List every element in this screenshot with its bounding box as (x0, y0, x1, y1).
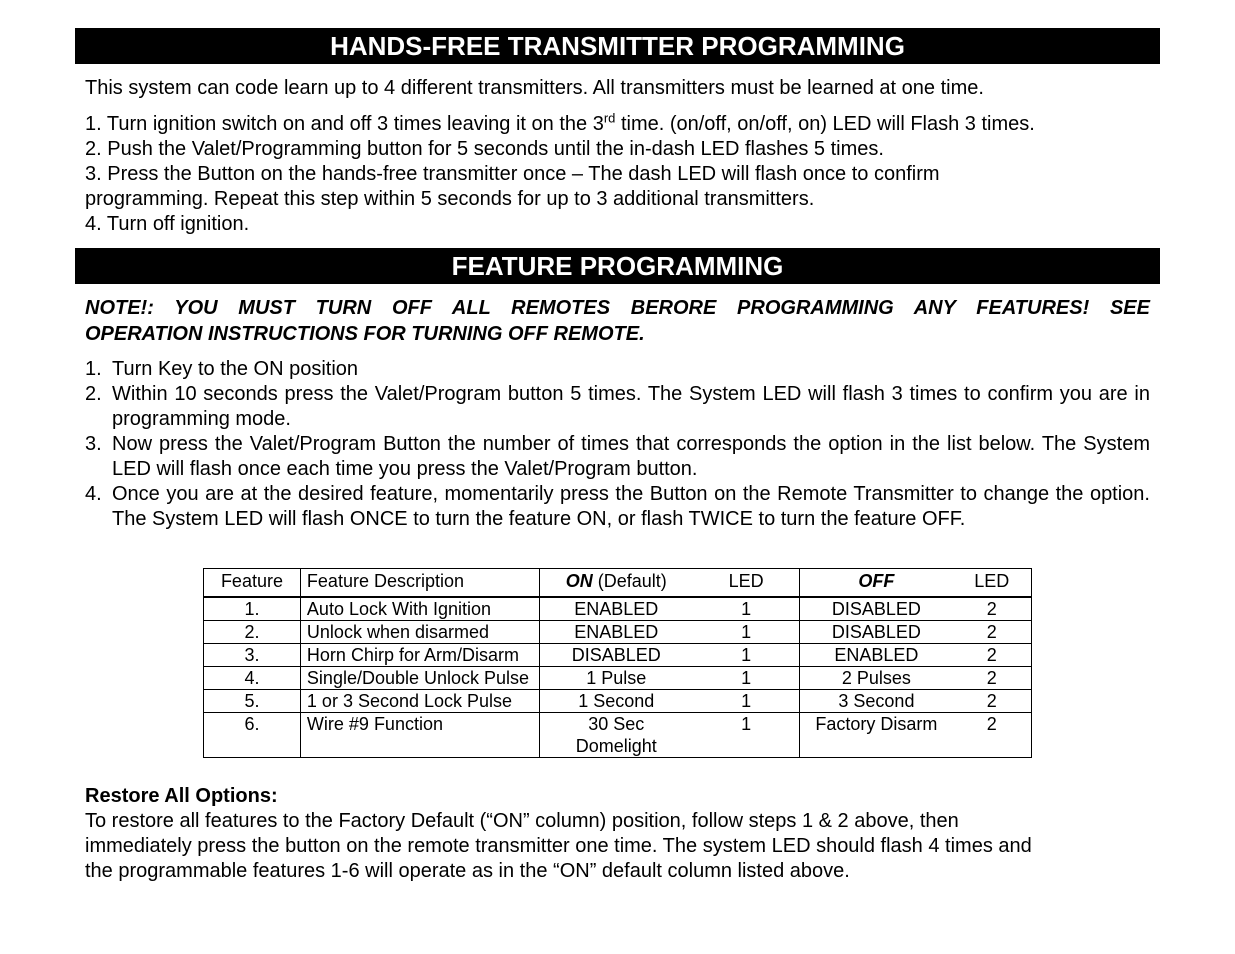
feature-table (203, 568, 1032, 758)
cell-feature: 4. (204, 667, 301, 690)
cell-off: DISABLED (800, 621, 953, 644)
list-item (85, 432, 1150, 482)
step-number: 1. (85, 358, 102, 380)
cell-on: 30 Sec Domelight (539, 713, 693, 758)
cell-off-led: 2 (953, 690, 1032, 713)
restore-title: Restore All Options: (85, 785, 278, 807)
cell-on-led: 1 (693, 713, 800, 758)
col-header-off (800, 569, 953, 598)
hf-step-1-text-a: 1. Turn ignition switch on and off 3 times leaving it on the 3 (85, 113, 604, 135)
cell-off: 2 Pulses (800, 667, 953, 690)
table-row (204, 713, 1032, 758)
col-header-feature: Feature (204, 569, 301, 598)
cell-feature: 1. (204, 597, 301, 621)
list-item (85, 482, 1150, 532)
cell-description: Auto Lock With Ignition (300, 597, 539, 621)
cell-feature: 6. (204, 713, 301, 758)
cell-off: ENABLED (800, 644, 953, 667)
cell-off-led: 2 (953, 621, 1032, 644)
hf-step-3-line-2: programming. Repeat this step within 5 seconds for up to 3 additional transmitters. (85, 188, 815, 210)
section-heading-hands-free: HANDS-FREE TRANSMITTER PROGRAMMING (75, 28, 1160, 64)
col-header-on (539, 569, 693, 598)
hf-step-2: 2. Push the Valet/Programming button for 5 seconds until the in-dash LED flashes 5 times. (85, 138, 884, 160)
restore-line-2: immediately press the button on the remote transmitter one time. The system LED should flash 4 times and (85, 835, 1032, 857)
cell-feature: 3. (204, 644, 301, 667)
cell-on-led: 1 (693, 667, 800, 690)
step-text: Turn Key to the ON position (112, 358, 359, 380)
col-header-off-bold: OFF (858, 571, 895, 591)
cell-on-led: 1 (693, 644, 800, 667)
warning-note-line-2: OPERATION INSTRUCTIONS FOR TURNING OFF REMOTE. (85, 323, 645, 345)
cell-off: 3 Second (800, 690, 953, 713)
step-number: 3. (85, 433, 102, 455)
cell-description: Horn Chirp for Arm/Disarm (300, 644, 539, 667)
cell-description: 1 or 3 Second Lock Pulse (300, 690, 539, 713)
step-text: Within 10 seconds press the Valet/Program button 5 times. The System LED will flash 3 times to confirm you are in programming mode. (112, 383, 1150, 430)
cell-on: 1 Pulse (539, 667, 693, 690)
step-text: Now press the Valet/Program Button the number of times that corresponds the option in the list below. The System LED will flash once each time you press the Valet/Program button. (112, 433, 1150, 480)
table-row (204, 690, 1032, 713)
col-header-description: Feature Description (300, 569, 539, 598)
cell-off-led: 2 (953, 644, 1032, 667)
step-number: 4. (85, 483, 102, 505)
feature-steps-list (85, 357, 1150, 532)
cell-off-led: 2 (953, 597, 1032, 621)
cell-on-led: 1 (693, 621, 800, 644)
cell-on: DISABLED (539, 644, 693, 667)
cell-on: 1 Second (539, 690, 693, 713)
warning-note (85, 295, 1150, 347)
table-row (204, 621, 1032, 644)
table-row (204, 667, 1032, 690)
list-item (85, 382, 1150, 432)
cell-description: Single/Double Unlock Pulse (300, 667, 539, 690)
col-header-on-default: (Default) (592, 571, 667, 591)
list-item (85, 357, 1150, 382)
intro-text: This system can code learn up to 4 different transmitters. All transmitters must be learned at one time. (85, 77, 984, 99)
restore-section (85, 784, 1032, 884)
cell-on-led: 1 (693, 690, 800, 713)
table-row (204, 597, 1032, 621)
warning-note-line-1: NOTE!: YOU MUST TURN OFF ALL REMOTES BERORE PROGRAMMING ANY FEATURES! SEE (85, 297, 1150, 319)
cell-description: Unlock when disarmed (300, 621, 539, 644)
superscript-rd: rd (603, 110, 616, 126)
cell-off-led: 2 (953, 713, 1032, 758)
restore-line-1: To restore all features to the Factory Default (“ON” column) position, follow steps 1 & 2 above, then (85, 810, 959, 832)
col-header-on-bold: ON (565, 571, 593, 591)
hf-step-4: 4. Turn off ignition. (85, 213, 250, 235)
cell-off-led: 2 (953, 667, 1032, 690)
cell-description: Wire #9 Function (300, 713, 539, 758)
cell-on: ENABLED (539, 621, 693, 644)
step-text: Once you are at the desired feature, momentarily press the Button on the Remote Transmitter to change the option. The System LED will flash ONCE to turn the feature ON, or flash TWICE to turn the feature OFF. (112, 483, 1150, 530)
cell-feature: 2. (204, 621, 301, 644)
col-header-on-led: LED (693, 569, 800, 598)
cell-on: ENABLED (539, 597, 693, 621)
cell-on-led: 1 (693, 597, 800, 621)
step-number: 2. (85, 383, 102, 405)
hf-step-1 (85, 112, 1035, 137)
cell-feature: 5. (204, 690, 301, 713)
hf-step-1-text-b: time. (on/off, on/off, on) LED will Flash 3 times. (615, 113, 1035, 135)
col-header-off-led: LED (953, 569, 1032, 598)
table-header-row (204, 569, 1032, 598)
section-heading-feature-programming: FEATURE PROGRAMMING (75, 248, 1160, 284)
cell-off: Factory Disarm (800, 713, 953, 758)
cell-off: DISABLED (800, 597, 953, 621)
table-row (204, 644, 1032, 667)
restore-line-3: the programmable features 1-6 will operate as in the “ON” default column listed above. (85, 860, 850, 882)
hf-step-3-line-1: 3. Press the Button on the hands-free transmitter once – The dash LED will flash once to confirm (85, 163, 940, 185)
